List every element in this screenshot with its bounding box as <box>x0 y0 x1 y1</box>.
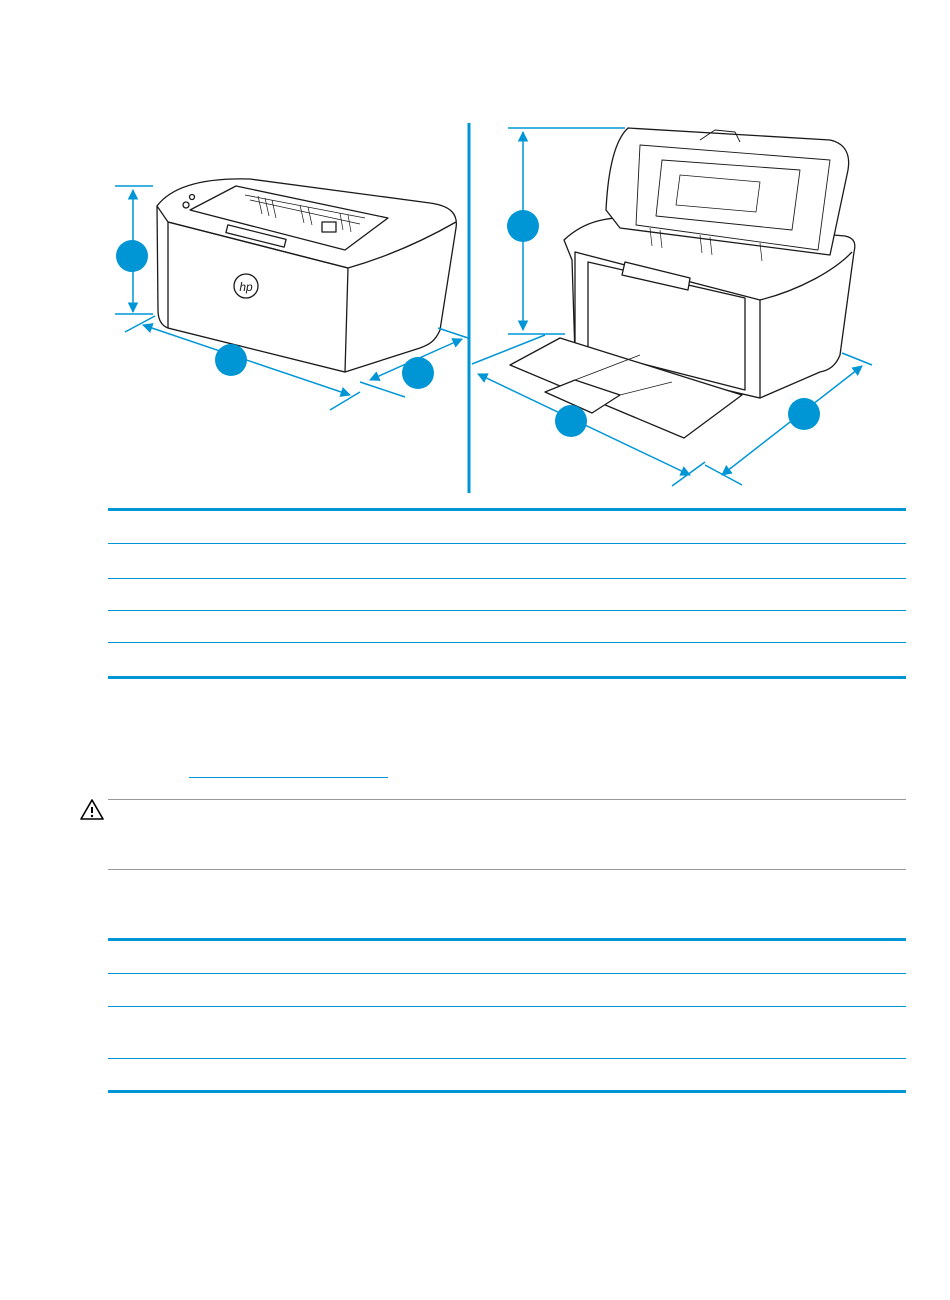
callout-1 <box>116 240 148 272</box>
callout-3 <box>402 357 434 389</box>
callout-5 <box>555 405 587 437</box>
warning-bottom-rule <box>108 869 906 870</box>
table-row-rule <box>108 1006 906 1007</box>
callout-4 <box>507 210 539 242</box>
printer-closed-drawing <box>157 179 456 372</box>
printer-open-drawing <box>510 128 855 438</box>
table-top-rule <box>108 938 906 941</box>
hp-logo: hp <box>239 280 253 294</box>
table-top-rule <box>108 508 906 511</box>
table-row-rule <box>108 1058 906 1059</box>
table-row-rule <box>108 610 906 611</box>
callout-6 <box>788 398 820 430</box>
printer-dimensions-figure <box>0 0 950 500</box>
table-bottom-rule <box>108 1090 906 1093</box>
table-bottom-rule <box>108 676 906 679</box>
table-header-rule <box>108 543 906 544</box>
table-row-rule <box>108 642 906 643</box>
warning-triangle-icon <box>80 798 104 822</box>
table-row-rule <box>108 578 906 579</box>
callout-2 <box>215 344 247 376</box>
table-header-rule <box>108 973 906 974</box>
hyperlink-underline[interactable] <box>189 777 388 778</box>
warning-top-rule <box>108 799 906 800</box>
